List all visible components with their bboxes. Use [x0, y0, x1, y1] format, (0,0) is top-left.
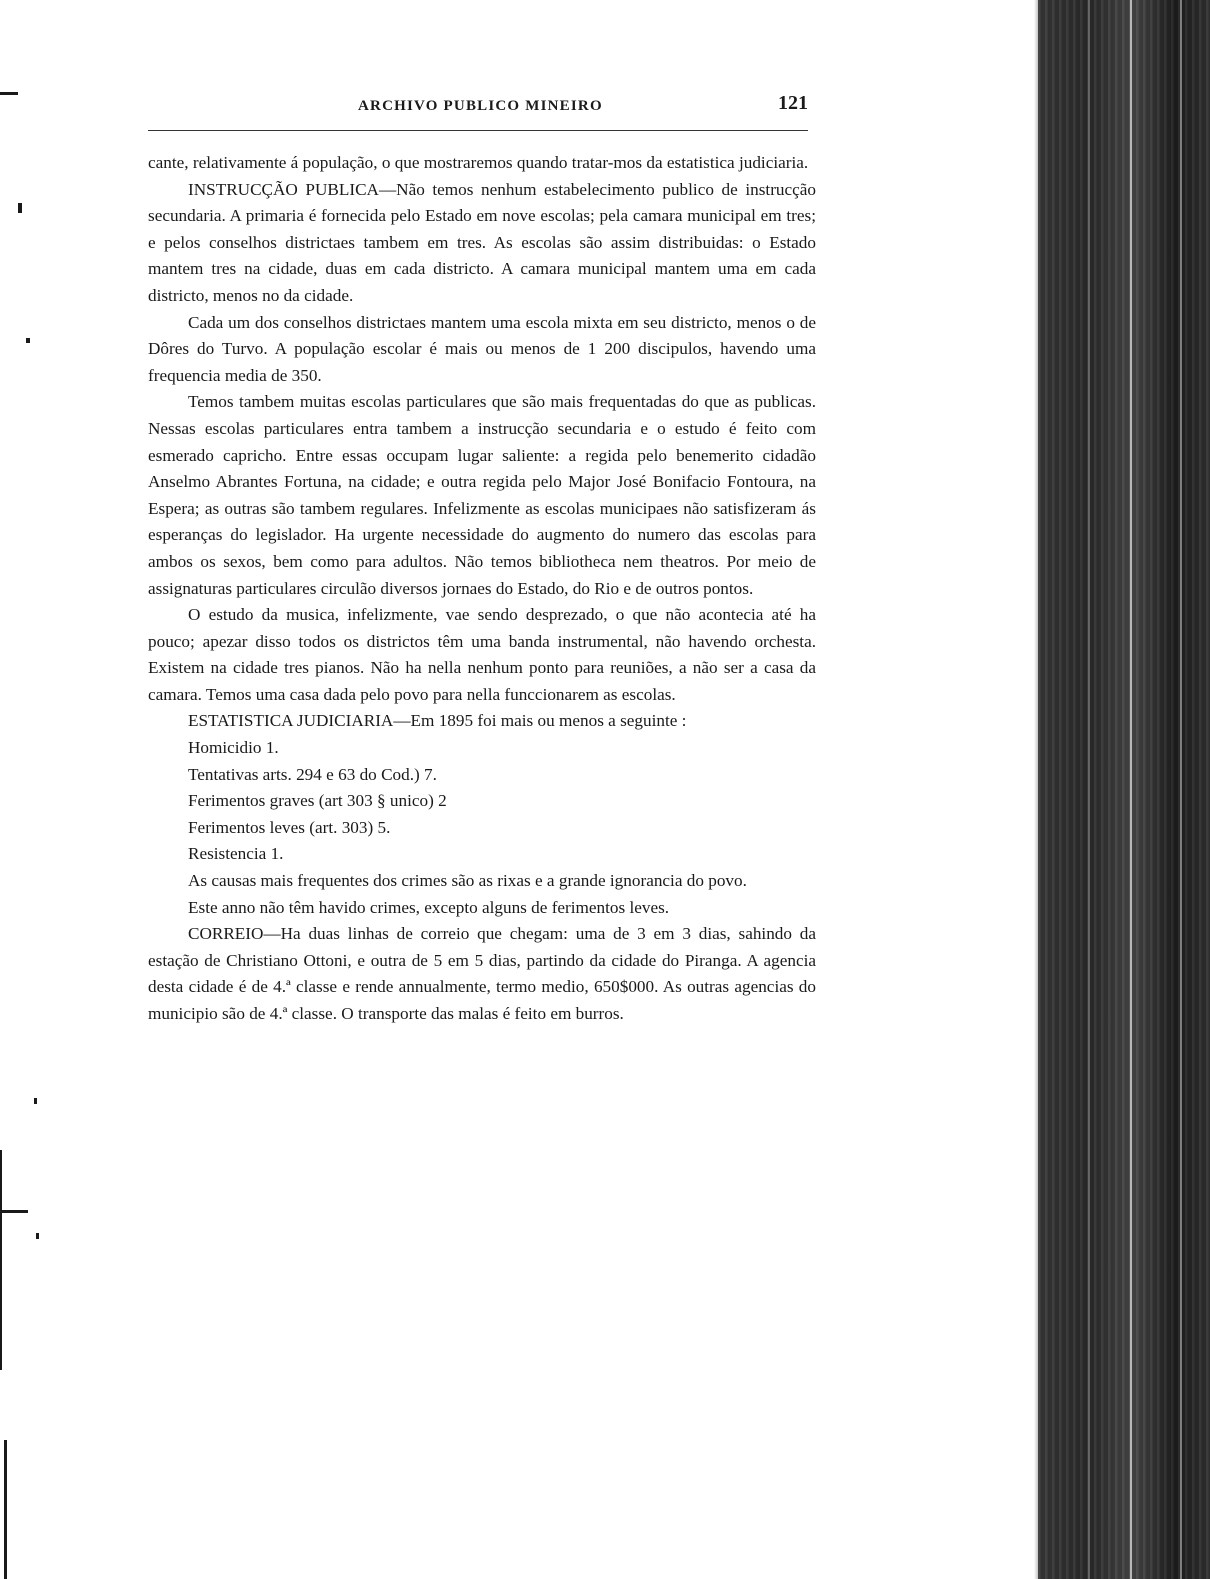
paragraph-musica: O estudo da musica, infelizmente, vae sendo desprezado, o que não acontecia até ha pouco; apezar disso todos os districtos têm uma banda instrumental, não havendo orchesta. Existem na cidade tres pianos. Não ha nella nenhum ponto para reuniões, a não ser a casa da camara. Temos uma casa dada pelo povo para nella funccionarem as escolas. — [148, 605, 816, 704]
margin-mark — [26, 338, 30, 343]
paragraph-estatistica-judiciaria: ESTATISTICA JUDICIARIA—Em 1895 foi mais ou menos a seguinte : — [188, 711, 687, 731]
body-text — [148, 150, 816, 1028]
margin-mark — [36, 1233, 39, 1239]
paragraph-conselhos: Cada um dos conselhos districtaes mantem uma escola mixta em seu districto, menos o de Dôres do Turvo. A população escolar é mais ou menos de 1 200 discipulos, havendo uma frequencia media de 350. — [148, 312, 816, 385]
spine-line — [1130, 0, 1132, 1579]
margin-mark — [2, 1210, 28, 1213]
running-title: ARCHIVO PUBLICO MINEIRO — [358, 98, 603, 114]
spine-line — [1088, 0, 1090, 1579]
paragraph-escolas-particulares: Temos tambem muitas escolas particulares que são mais frequentadas do que as publicas. Nessas escolas particulares entra tambem a instrucção secundaria e o estudo é feito com esmerado capricho. Entre essas occupam lugar saliente: a regida pelo benemerito cidadão Anselmo Abrantes Fortuna, na cidade; e outra regida pelo Major José Bonifacio Fontoura, na Espera; as outras são tambem regulares. Infelizmente as escolas municipaes não satisfizeram ás esperanças do legislador. Ha urgente necessidade do augmento do numero das escolas para ambos os sexos, bem como para adultos. Não temos bibliotheca nem theatros. Por meio de assignaturas particulares circulão diversos jornaes do Estado, do Rio e de outros pontos. — [148, 392, 816, 598]
paragraph-instruccao-publica: INSTRUCÇÃO PUBLICA—Não temos nenhum estabelecimento publico de instrucção secundaria. A primaria é fornecida pelo Estado em nove escolas; pela camara municipal em tres; e pelos conselhos districtaes tambem em tres. As escolas são assim distribuidas: o Estado mantem tres na cidade, duas em cada districto. A camara municipal mantem uma em cada districto, menos no da cidade. — [148, 179, 816, 305]
margin-mark — [0, 1150, 2, 1370]
margin-mark — [18, 203, 22, 213]
paragraph-este-anno: Este anno não têm havido crimes, excepto alguns de ferimentos leves. — [188, 897, 670, 917]
paragraph-correio: CORREIO—Ha duas linhas de correio que chegam: uma de 3 em 3 dias, sahindo da estação de Christiano Ottoni, e outra de 5 em 5 dias, partindo da cidade do Piranga. A agencia desta cidade é de 4.ª classe e rende annualmente, termo medio, 650$000. As outras agencias do municipio são de 4.ª classe. O transporte das malas é feito em burros. — [148, 924, 816, 1023]
margin-mark — [4, 1440, 7, 1579]
page-number: 121 — [778, 92, 808, 114]
book-spine — [1038, 0, 1210, 1579]
stats-item: Ferimentos graves (art 303 § unico) 2 — [188, 791, 447, 811]
paragraph-causas: As causas mais frequentes dos crimes são as rixas e a grande ignorancia do povo. — [188, 871, 747, 891]
header-rule — [148, 130, 808, 131]
stats-list — [148, 735, 816, 868]
stats-item: Resistencia 1. — [188, 844, 284, 864]
page-header — [148, 90, 808, 130]
stats-item: Homicidio 1. — [188, 738, 279, 758]
stats-item: Ferimentos leves (art. 303) 5. — [188, 817, 391, 837]
margin-mark — [0, 92, 18, 95]
stats-item: Tentativas arts. 294 e 63 do Cod.) 7. — [188, 764, 437, 784]
spine-line — [1180, 0, 1182, 1579]
margin-mark — [34, 1098, 37, 1104]
paragraph-continuation: cante, relativamente á população, o que mostraremos quando tratar-mos da estatistica judiciaria. — [148, 153, 809, 172]
